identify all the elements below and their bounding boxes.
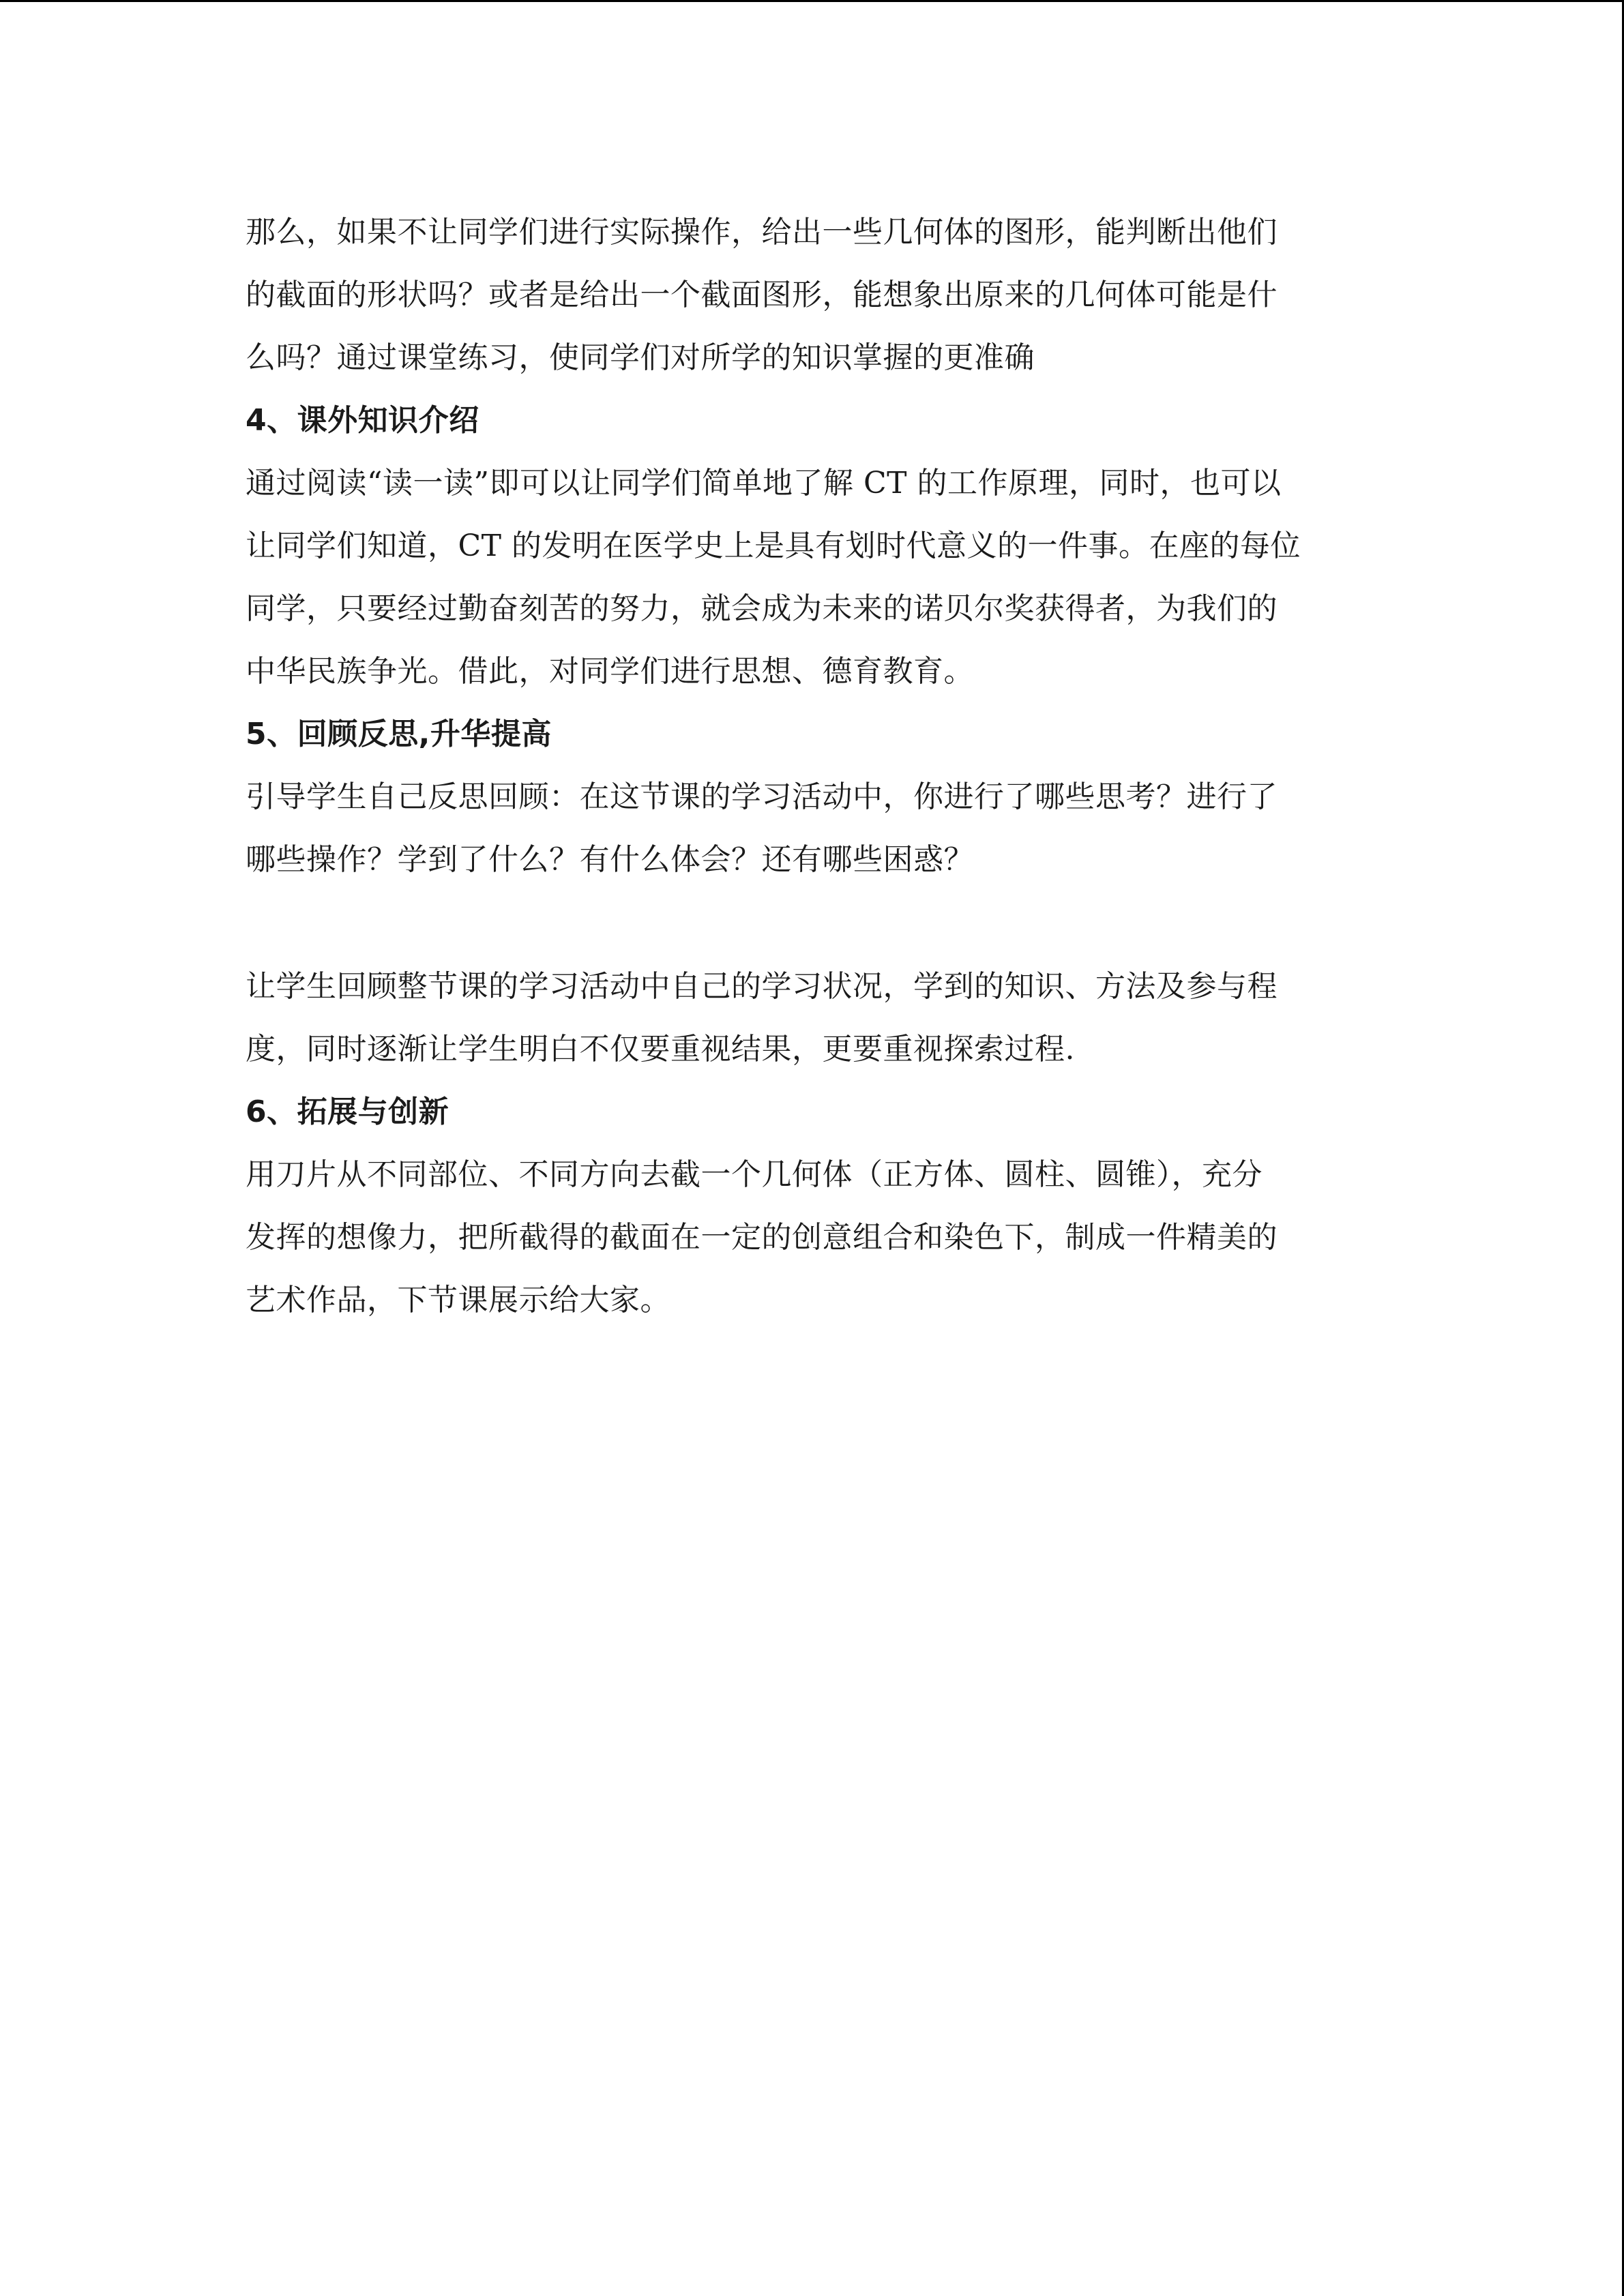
text-line: 发挥的想像力，把所截得的截面在一定的创意组合和染色下，制成一件精美的 — [246, 1220, 1278, 1255]
paragraph-section-4 — [246, 452, 1378, 703]
section-heading-6: 6、拓展与创新 — [246, 1094, 449, 1129]
paragraph-section-5a — [246, 766, 1378, 891]
section-heading-4: 4、课外知识介绍 — [246, 403, 479, 438]
text-line: 引导学生自己反思回顾：在这节课的学习活动中，你进行了哪些思考？进行了 — [246, 779, 1278, 814]
text-line: 通过阅读“读一读”即可以让同学们简单地了解 CT 的工作原理，同时，也可以 — [246, 466, 1282, 501]
text-line: 用刀片从不同部位、不同方向去截一个几何体（正方体、圆柱、圆锥），充分 — [246, 1157, 1263, 1192]
text-line: 的截面的形状吗？或者是给出一个截面图形，能想象出原来的几何体可能是什 — [246, 278, 1278, 312]
paragraph-section-6 — [246, 1144, 1378, 1332]
text-line: 让同学们知道，CT 的发明在医学史上是具有划时代意义的一件事。在座的每位 — [246, 528, 1301, 563]
text-line: 中华民族争光。借此，对同学们进行思想、德育教育。 — [246, 654, 974, 689]
paragraph-section-5b — [246, 955, 1378, 1081]
text-line: 艺术作品，下节课展示给大家。 — [246, 1283, 670, 1317]
text-line: 哪些操作？学到了什么？有什么体会？还有哪些困惑？ — [246, 842, 974, 877]
text-line: 同学，只要经过勤奋刻苦的努力，就会成为未来的诺贝尔奖获得者，为我们的 — [246, 591, 1278, 626]
text-line: 么吗？通过课堂练习，使同学们对所学的知识掌握的更准确 — [246, 340, 1035, 375]
section-heading-5: 5、回顾反思,升华提高 — [246, 717, 552, 751]
blank-line — [246, 891, 1378, 955]
text-line: 让学生回顾整节课的学习活动中自己的学习状况，学到的知识、方法及参与程 — [246, 969, 1278, 1004]
text-line: 度，同时逐渐让学生明白不仅要重视结果，更要重视探索过程. — [246, 1032, 1075, 1067]
document-body — [246, 201, 1378, 1332]
text-line: 那么，如果不让同学们进行实际操作，给出一些几何体的图形，能判断出他们 — [246, 215, 1278, 250]
paragraph-intro — [246, 201, 1378, 389]
